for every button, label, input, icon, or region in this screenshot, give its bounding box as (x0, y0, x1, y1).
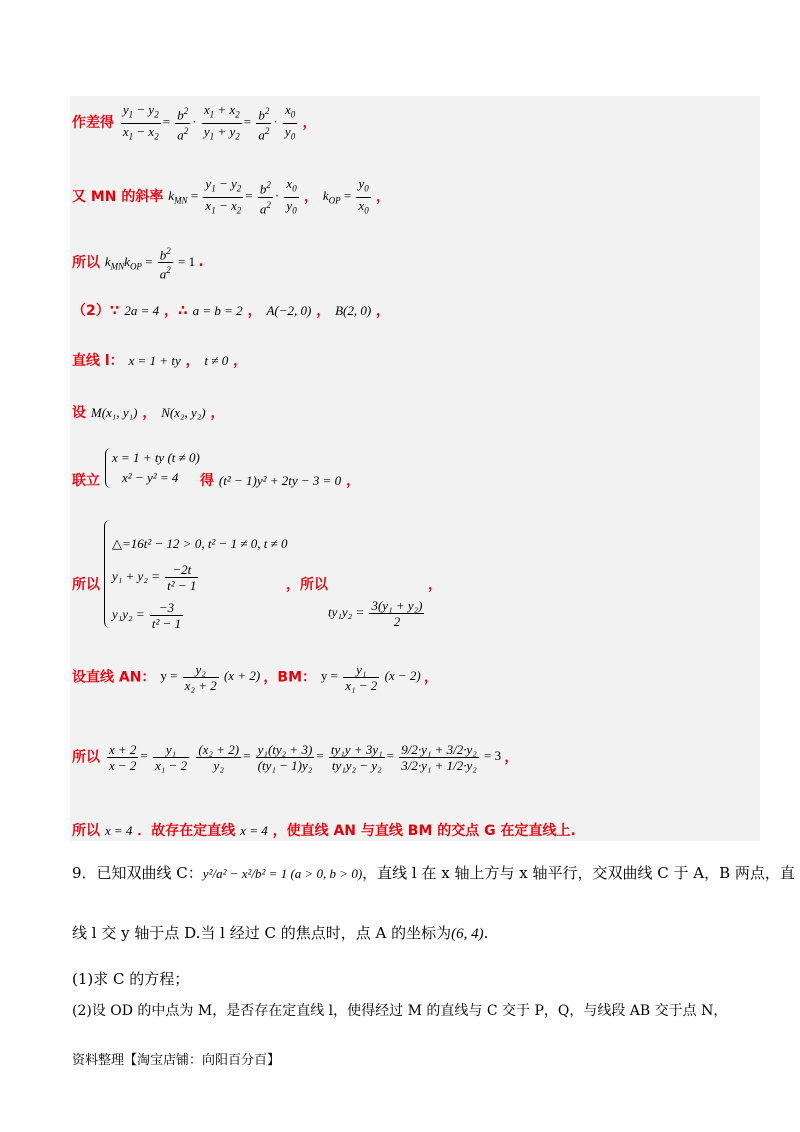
comma: ， (424, 669, 439, 686)
label: ，BM： (263, 669, 317, 686)
text: . (483, 924, 489, 942)
math-system-row-2: x² − y² = 4 (122, 470, 179, 485)
label: ，∴ (164, 303, 188, 319)
math: a = b = 2 (192, 303, 243, 318)
label: ．故存在定直线 (137, 823, 236, 839)
solution-line-8-label: 所以 (72, 577, 100, 593)
label: 所以 (72, 254, 100, 271)
math-point-n: N(x₂, y₂) (161, 405, 206, 420)
system-brace (104, 520, 111, 628)
solution-line-3 (72, 244, 204, 282)
solution-line-9 (72, 662, 438, 693)
solution-line-4 (72, 300, 390, 320)
math-difference-expression: $\frac{y_1 - y_2}{x_1 - x_2}$ = $\frac{b^2}{a^2}$ · $\frac{x_1 + x_2}{y_1 + y_2}$ = $\frac{b^2}{a^2}$ · $\frac{x_0}{y_0}$ (122, 102, 296, 142)
label: 直线 l： (72, 353, 124, 369)
label: 所以 (72, 823, 100, 839)
math-point-b: B(2, 0) (335, 303, 372, 318)
comma: ， (233, 353, 248, 369)
label: 设直线 AN： (72, 669, 156, 686)
solution-line-10 (72, 742, 518, 773)
math-point-m: M(x₁, y₁) (90, 405, 138, 420)
math: 2a = 4 (124, 303, 160, 318)
solution-line-8-mid: ，所以 (286, 577, 328, 593)
solution-line-5 (72, 350, 247, 370)
label: 联立 (72, 473, 100, 489)
solution-line-7-label (72, 470, 100, 490)
math-point-a: (6, 4) (451, 926, 484, 942)
math: t ≠ 0 (204, 353, 229, 368)
problem-line-1 (72, 862, 795, 883)
math-hyperbola-equation: y²/a² − x²/b² = 1 (a > 0, b > 0) (202, 866, 363, 881)
solution-line-1 (72, 102, 316, 144)
math-quadratic: (t² − 1)y² + 2ty − 3 = 0 (218, 473, 342, 488)
math-vieta-sum: y₁ + y₂ = $\frac{-2t}{\text{t² − 1}}$ (112, 562, 197, 593)
comma: ， (376, 303, 391, 319)
page-footer: 资料整理【淘宝店铺：向阳百分百】 (72, 1053, 281, 1068)
comma: ， (316, 303, 331, 319)
math-vieta-product: y₁y₂ = $\frac{-3}{\text{t² − 1}}$ (112, 600, 182, 631)
comma: ， (375, 189, 390, 206)
problem-part-2: (2)设 OD 的中点为 M，是否存在定直线 l，使得经过 M 的直线与 C 交于 P，Q，与线段 AB 交于点 N， (72, 1003, 728, 1019)
text: 9．已知双曲线 C： (72, 864, 203, 882)
solution-line-2 (72, 176, 390, 218)
problem-part-1: (1)求 C 的方程； (72, 970, 190, 988)
period: . (198, 253, 204, 270)
math-slope-mn: $k_{MN}$ = $\frac{y_1 - y_2}{x_1 - x_2}$ = $\frac{b^2}{a^2}$ · $\frac{x_0}{y_0}$ (168, 176, 297, 216)
label: 得 (200, 473, 214, 489)
comma: ， (247, 303, 262, 319)
solution-line-11 (72, 820, 576, 840)
math-discriminant: △=16t² − 12 > 0, t² − 1 ≠ 0, t ≠ 0 (112, 536, 288, 551)
solution-line-7-result (200, 470, 360, 490)
label: （2）∵ (72, 303, 120, 319)
math-line-l: x = 1 + ty (128, 353, 181, 368)
math-line-bm: y = $\frac{\text{y₁}}{\text{x₁ − 2}}$ (x − 2) (320, 662, 421, 693)
system-brace (105, 448, 112, 488)
math-line-an: y = $\frac{\text{y₂}}{\text{x₂ + 2}}$ (x + 2) (160, 662, 261, 693)
label: 作差得 (72, 115, 114, 132)
comma: ， (428, 577, 442, 593)
label: ，使直线 AN 与直线 BM 的交点 G 在定直线上. (272, 823, 576, 839)
math-product-slopes: $k_{MN}k_{OP}$ = $\frac{b^2}{a^2}$ = 1 (104, 246, 196, 282)
text: ，直线 l 在 x 轴上方与 x 轴平行，交双曲线 C 于 A，B 两点，直 (362, 864, 795, 882)
comma: ， (210, 405, 225, 421)
comma: ， (302, 115, 317, 132)
math: x = 4 (104, 823, 133, 838)
math-ty1y2: ty₁y₂ = $\frac{\text{3(y₁ + y₂)}}{2}$ (328, 598, 423, 629)
comma: ， (346, 473, 361, 489)
comma: ， (142, 405, 157, 421)
math-ratio-chain: $\frac{x + 2}{x - 2}$ = $\frac{\text{y₁}}{\text{x₁ − 2}}$ $\frac{\text{(x₂ + 2)}}{\text{y₂}}$ = $\frac{\text{y₁(ty₂ + 3)}}{\text{(ty₁ − 1)y₂}}$ = $\frac{\text{ty₁y + 3y₁}}{\text{ty₁y₂ − y₂}}$ = $\frac{\text{9/2·y₁ + 3/2·y₂}}{\text{3/2·y₁ + 1/2·y₂}}$ = 3 (108, 742, 502, 773)
label: 又 MN 的斜率 (72, 189, 164, 206)
solution-line-6 (72, 402, 225, 422)
problem-line-2 (72, 922, 488, 943)
math-system-row-1: x = 1 + ty (t ≠ 0) (112, 450, 200, 465)
comma: ， (303, 189, 318, 206)
math-slope-op: $k_{OP}$ = $\frac{y_0}{x_0}$ (322, 176, 369, 216)
math-point-a: A(−2, 0) (266, 303, 312, 318)
comma: ， (504, 749, 519, 766)
comma: ， (185, 353, 200, 369)
text: 线 l 交 y 轴于点 D.当 l 经过 C 的焦点时，点 A 的坐标为 (72, 924, 452, 942)
label: 所以 (72, 749, 100, 766)
label: 设 (72, 405, 86, 421)
math: x = 4 (240, 823, 268, 838)
